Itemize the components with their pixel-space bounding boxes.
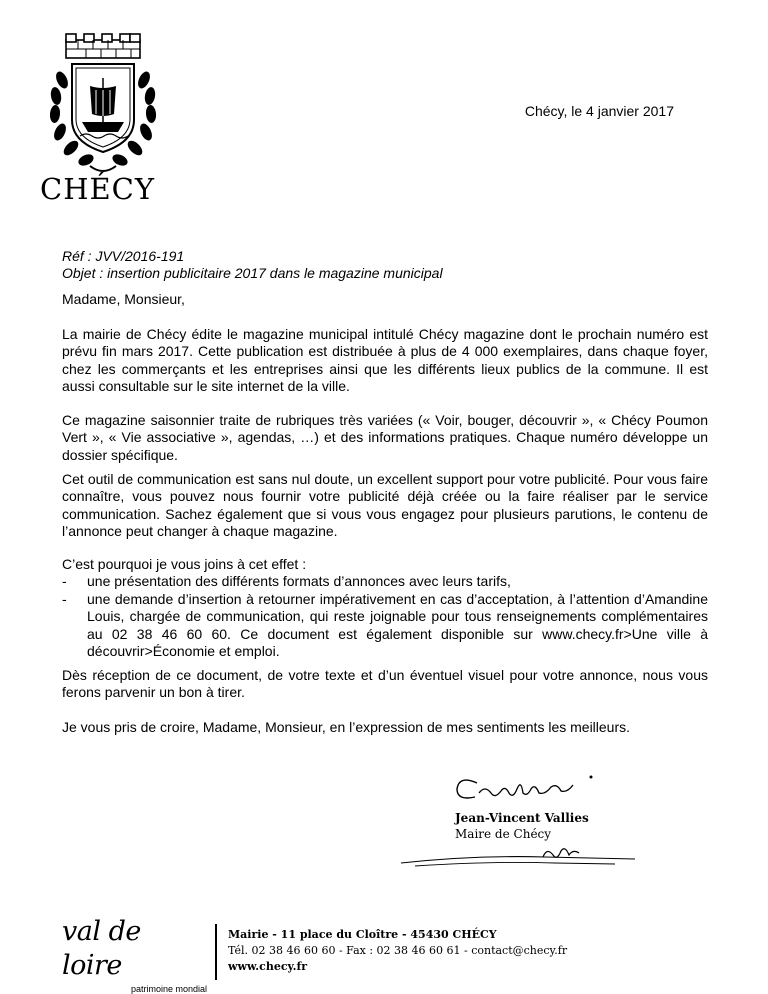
footer-divider [215, 924, 217, 980]
enclosures-block [62, 556, 708, 660]
enclosures-list [62, 573, 708, 660]
footer-contact: Tél. 02 38 46 60 60 - Fax : 02 38 46 60 61 - contact@checy.fr [228, 944, 568, 957]
paragraph-1: La mairie de Chécy édite le magazine municipal intitulé Chécy magazine dont le prochain numéro est prévu fin mars 2017. Cette publication est distribuée à plus de 4 000 exemplaires, dans chaque foyer, chez les commerçants et les entreprises ainsi que les différents lieux publics de la commune. Il est aussi consultable sur le site internet de la ville. [62, 326, 708, 395]
paragraph-5: Dès réception de ce document, de votre texte et d’un éventuel visuel pour votre annonce, nous vous ferons parvenir un bon à tirer. [62, 667, 708, 701]
subject-line: Objet : insertion publicitaire 2017 dans le magazine municipal [62, 265, 443, 281]
salutation: Madame, Monsieur, [62, 291, 185, 307]
footer-address: Mairie - 11 place du Cloître - 45430 CHÉCY [228, 928, 497, 941]
enclosures-intro: C’est pourquoi je vous joins à cet effet : [62, 556, 307, 572]
letter-date: Chécy, le 4 janvier 2017 [524, 103, 674, 119]
signatory-name: Jean-Vincent Vallies [455, 811, 589, 825]
coat-of-arms-icon [38, 30, 168, 180]
paragraph-3: Cet outil de communication est sans nul doute, un excellent support pour votre publicité. Pour vous faire connaître, vous pouvez nous fournir votre publicité déjà créée ou la faire réaliser par le service communication. Sachez également que si vous vous engagez pour plusieurs parutions, le contenu de l’annonce peut changer à chaque magazine. [62, 471, 708, 540]
logo-subtitle: patrimoine mondial [130, 984, 207, 994]
town-name: CHÉCY [40, 172, 155, 206]
val-de-loire-logo [62, 915, 207, 994]
logo-main-text: val de loire [62, 916, 141, 981]
list-item: - une demande d’insertion à retourner impérativement en cas d’acceptation, à l’attention d’Amandine Louis, chargée de communication, qui reste joignable pour tous renseignements complémentaires au 02 38 46 60 60. Ce document est également disponible sur www.checy.fr>Une ville à découvrir>Économie et emploi. [62, 591, 708, 661]
paragraph-2: Ce magazine saisonnier traite de rubriques très variées (« Voir, bouger, découvrir », « Chécy Poumon Vert », « Vie associative », agendas, …) et des informations pratiques. Chaque numéro développe un dossier spécifique. [62, 412, 708, 463]
reference-block [62, 248, 443, 282]
closing-paragraph: Je vous pris de croire, Madame, Monsieur, en l’expression de mes sentiments les meilleurs. [62, 719, 631, 735]
footer-website: www.checy.fr [228, 960, 308, 973]
reference-number: Réf : JVV/2016-191 [62, 248, 185, 264]
signatory-role: Maire de Chécy [455, 827, 552, 841]
list-item: - une présentation des différents formats d’annonces avec leurs tarifs, [62, 573, 708, 590]
